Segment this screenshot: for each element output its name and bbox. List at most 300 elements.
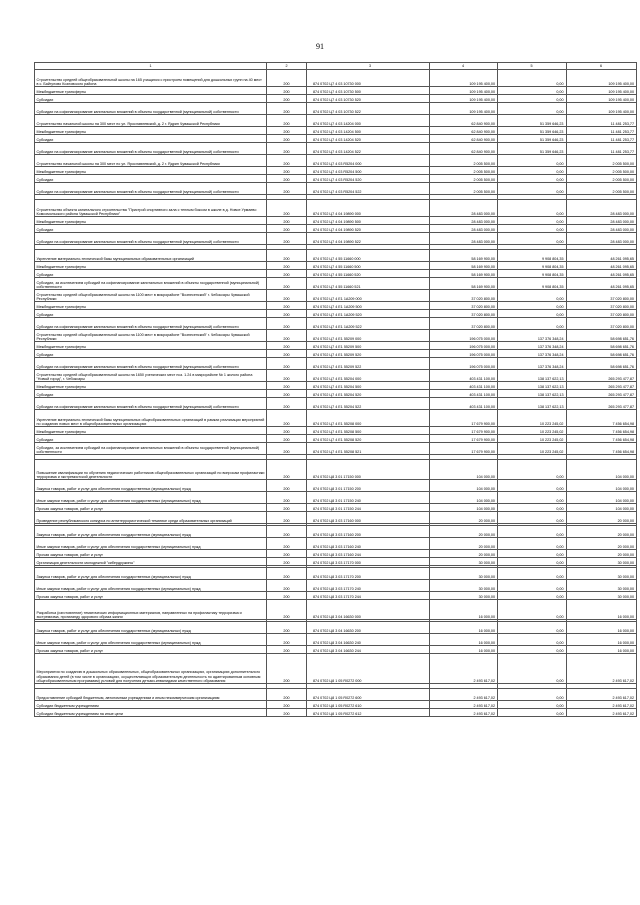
- row-amount-planned: 2 005 500,00: [429, 183, 498, 195]
- row-name: Прочая закупка товаров, работ и услуг: [35, 504, 267, 512]
- row-amount-planned: 20 000,00: [429, 512, 498, 524]
- row-admin-code: 200: [267, 558, 307, 566]
- row-budget-code: 874 0702 Ц7 4 03 14204 522: [307, 143, 430, 155]
- row-budget-code: 874 0702 Ц7 4 E1 55209 520: [307, 350, 430, 358]
- row-budget-code: 874 0702 Ц7 4 E1 55208 500: [307, 427, 430, 435]
- row-amount-executed: 138 137 622,13: [498, 382, 567, 390]
- table-row: [35, 370, 637, 382]
- row-amount-executed: 0,00: [498, 709, 567, 717]
- row-amount-remaining: 265 293 477,87: [566, 390, 637, 398]
- table-row: [35, 127, 637, 135]
- row-budget-code: 874 0702 Ц8 1 05 R0272 612: [307, 709, 430, 717]
- table-row: [35, 175, 637, 183]
- table-row: [35, 217, 637, 225]
- row-budget-code: 874 0702 Ц8 3 04 16630 240: [307, 634, 430, 646]
- row-amount-planned: 104 000,00: [429, 504, 498, 512]
- table-row: [35, 646, 637, 654]
- row-admin-code: 200: [267, 155, 307, 167]
- row-admin-code: 200: [267, 622, 307, 634]
- row-name: Закупка товаров, работ и услуг для обеспечения государственных (муниципальных) нужд: [35, 480, 267, 492]
- row-admin-code: 200: [267, 350, 307, 358]
- row-amount-executed: 0,00: [498, 155, 567, 167]
- row-amount-remaining: 37 020 800,00: [566, 318, 637, 330]
- row-admin-code: 200: [267, 600, 307, 620]
- row-amount-planned: 16 000,00: [429, 622, 498, 634]
- table-row: [35, 143, 637, 155]
- row-amount-planned: 196 075 000,00: [429, 342, 498, 350]
- table-row: [35, 262, 637, 270]
- row-name: Субсидии на софинансирование капитальных вложений в объекты государственной (муниципальной) собственности: [35, 143, 267, 155]
- row-name: Строительство средней общеобразовательной школы на 1100 мест в микрорайоне "Вознесенский" г. Чебоксары Чувашской Республики: [35, 330, 267, 342]
- row-name: Строительство начальной школы на 300 мест по ул. Ярославлевский, д. 2 г. Ядрин Чувашской Республики: [35, 115, 267, 127]
- row-amount-planned: 20 000,00: [429, 526, 498, 538]
- table-row: [35, 480, 637, 492]
- row-amount-planned: 109 195 400,00: [429, 87, 498, 95]
- table-row: [35, 250, 637, 262]
- row-budget-code: 874 0702 Ц8 3 03 17170 244: [307, 592, 430, 600]
- row-budget-code: 874 0702 Ц7 4 04 19890 520: [307, 225, 430, 233]
- row-admin-code: 200: [267, 70, 307, 87]
- row-admin-code: 200: [267, 183, 307, 195]
- row-amount-remaining: 28 483 000,00: [566, 200, 637, 217]
- row-name: Строительство средней общеобразовательной школы на 1100 мест в микрорайоне "Вознесенский" г. Чебоксары Чувашской Республики: [35, 290, 267, 302]
- table-row: [35, 504, 637, 512]
- row-amount-planned: 2 493 617,02: [429, 709, 498, 717]
- row-name: Иные закупки товаров, работ и услуг для обеспечения государственных (муниципальных) нужд: [35, 580, 267, 592]
- row-admin-code: 200: [267, 95, 307, 103]
- table-row: [35, 654, 637, 684]
- row-budget-code: 874 0702 Ц7 4 E1 1A209 520: [307, 310, 430, 318]
- row-budget-code: 874 0702 Ц7 4 03 14204 520: [307, 135, 430, 143]
- row-budget-code: 874 0702 Ц7 4 04 19890 000: [307, 200, 430, 217]
- row-admin-code: 200: [267, 342, 307, 350]
- row-admin-code: 200: [267, 200, 307, 217]
- table-row: [35, 342, 637, 350]
- row-amount-remaining: 104 000,00: [566, 504, 637, 512]
- row-amount-executed: 0,00: [498, 460, 567, 480]
- row-amount-executed: 0,00: [498, 175, 567, 183]
- row-amount-planned: 403 431 100,00: [429, 382, 498, 390]
- row-admin-code: 200: [267, 634, 307, 646]
- row-budget-code: 874 0702 Ц8 3 01 17150 200: [307, 480, 430, 492]
- row-amount-executed: 51 359 646,23: [498, 115, 567, 127]
- row-name: Межбюджетные трансферты: [35, 127, 267, 135]
- row-amount-planned: 403 431 100,00: [429, 390, 498, 398]
- row-admin-code: 200: [267, 709, 307, 717]
- row-name: Межбюджетные трансферты: [35, 87, 267, 95]
- row-name: Межбюджетные трансферты: [35, 262, 267, 270]
- row-name: Субсидии на софинансирование капитальных вложений в объекты государственной (муниципальной) собственности: [35, 398, 267, 410]
- row-name: Закупка товаров, работ и услуг для обеспечения государственных (муниципальных) нужд: [35, 622, 267, 634]
- row-amount-remaining: 2 005 500,00: [566, 167, 637, 175]
- table-row: [35, 512, 637, 524]
- table-row: [35, 95, 637, 103]
- row-amount-executed: 0,00: [498, 217, 567, 225]
- row-amount-planned: 58 169 900,00: [429, 250, 498, 262]
- row-admin-code: 200: [267, 87, 307, 95]
- row-budget-code: 874 0702 Ц7 4 E1 55209 000: [307, 330, 430, 342]
- row-budget-code: 874 0702 Ц7 4 E1 55209 522: [307, 358, 430, 370]
- row-amount-planned: 109 195 400,00: [429, 70, 498, 87]
- row-amount-planned: 37 020 800,00: [429, 318, 498, 330]
- row-amount-remaining: 30 000,00: [566, 580, 637, 592]
- row-amount-remaining: 28 483 000,00: [566, 225, 637, 233]
- row-amount-executed: 9 908 804,35: [498, 270, 567, 278]
- row-amount-planned: 104 000,00: [429, 480, 498, 492]
- row-amount-executed: 0,00: [498, 103, 567, 115]
- row-name: Межбюджетные трансферты: [35, 217, 267, 225]
- row-admin-code: 200: [267, 504, 307, 512]
- row-amount-executed: 0,00: [498, 504, 567, 512]
- row-amount-planned: 109 195 400,00: [429, 103, 498, 115]
- row-budget-code: 874 0702 Ц7 4 55 11660 520: [307, 270, 430, 278]
- row-amount-executed: 0,00: [498, 318, 567, 330]
- row-name: Субсидии: [35, 225, 267, 233]
- table-row: [35, 200, 637, 217]
- row-name: Межбюджетные трансферты: [35, 382, 267, 390]
- table-row: [35, 270, 637, 278]
- row-amount-planned: 2 493 617,02: [429, 701, 498, 709]
- table-row: [35, 410, 637, 427]
- row-amount-remaining: 2 493 617,02: [566, 701, 637, 709]
- row-budget-code: 874 0702 Ц7 4 03 R5204 522: [307, 183, 430, 195]
- row-amount-remaining: 2 005 500,00: [566, 175, 637, 183]
- row-amount-executed: 137 376 348,24: [498, 330, 567, 342]
- row-amount-remaining: 2 493 617,02: [566, 689, 637, 701]
- row-amount-planned: 30 000,00: [429, 558, 498, 566]
- table-row: [35, 390, 637, 398]
- row-name: Иные закупки товаров, работ и услуг для обеспечения государственных (муниципальных) нужд: [35, 634, 267, 646]
- row-amount-remaining: 30 000,00: [566, 592, 637, 600]
- row-name: Субсидии, за исключением субсидий на софинансирование капитальных вложений в объекты государственной (муниципальной) собственности: [35, 443, 267, 455]
- row-name: Субсидии: [35, 135, 267, 143]
- row-admin-code: 200: [267, 492, 307, 504]
- row-amount-planned: 403 431 100,00: [429, 370, 498, 382]
- row-amount-remaining: 48 261 095,65: [566, 250, 637, 262]
- row-amount-planned: 62 840 900,00: [429, 135, 498, 143]
- row-budget-code: 874 0702 Ц7 4 55 11660 521: [307, 278, 430, 290]
- row-amount-planned: 16 000,00: [429, 634, 498, 646]
- row-budget-code: 874 0702 Ц8 3 03 17170 240: [307, 580, 430, 592]
- row-admin-code: 200: [267, 398, 307, 410]
- row-budget-code: 874 0702 Ц7 4 E1 55208 521: [307, 443, 430, 455]
- row-amount-planned: 62 840 900,00: [429, 115, 498, 127]
- row-amount-planned: 37 020 800,00: [429, 290, 498, 302]
- row-admin-code: 200: [267, 592, 307, 600]
- row-amount-remaining: 109 195 400,00: [566, 87, 637, 95]
- row-name: Прочая закупка товаров, работ и услуг: [35, 592, 267, 600]
- row-admin-code: 200: [267, 460, 307, 480]
- row-amount-executed: 51 359 646,23: [498, 135, 567, 143]
- row-amount-remaining: 37 020 800,00: [566, 310, 637, 318]
- row-amount-executed: 0,00: [498, 302, 567, 310]
- row-budget-code: 874 0702 Ц7 4 E1 1A209 000: [307, 290, 430, 302]
- row-budget-code: 874 0702 Ц7 4 03 14204 500: [307, 127, 430, 135]
- row-name: Субсидии на софинансирование капитальных вложений в объекты государственной (муниципальной) собственности: [35, 358, 267, 370]
- row-amount-executed: 0,00: [498, 538, 567, 550]
- table-row: [35, 135, 637, 143]
- row-admin-code: 200: [267, 310, 307, 318]
- row-budget-code: 874 0702 Ц8 3 01 17150 244: [307, 504, 430, 512]
- row-amount-remaining: 20 000,00: [566, 526, 637, 538]
- row-amount-planned: 16 000,00: [429, 646, 498, 654]
- table-row: [35, 167, 637, 175]
- row-amount-planned: 62 840 900,00: [429, 127, 498, 135]
- row-admin-code: 200: [267, 167, 307, 175]
- row-amount-executed: 0,00: [498, 167, 567, 175]
- row-amount-executed: 0,00: [498, 646, 567, 654]
- row-amount-executed: 0,00: [498, 568, 567, 580]
- row-amount-planned: 2 005 500,00: [429, 175, 498, 183]
- row-admin-code: 200: [267, 135, 307, 143]
- row-budget-code: 874 0702 Ц7 4 E1 1A209 500: [307, 302, 430, 310]
- table-row: [35, 330, 637, 342]
- row-amount-executed: 0,00: [498, 87, 567, 95]
- row-amount-executed: 0,00: [498, 580, 567, 592]
- row-amount-remaining: 109 195 400,00: [566, 70, 637, 87]
- row-name: Иные закупки товаров, работ и услуг для обеспечения государственных (муниципальных) нужд: [35, 538, 267, 550]
- row-amount-planned: 403 431 100,00: [429, 398, 498, 410]
- table-row: [35, 622, 637, 634]
- row-admin-code: 200: [267, 330, 307, 342]
- row-amount-remaining: 20 000,00: [566, 512, 637, 524]
- row-budget-code: 874 0702 Ц7 4 04 19890 500: [307, 217, 430, 225]
- row-name: Субсидии: [35, 350, 267, 358]
- row-amount-planned: 2 493 617,02: [429, 689, 498, 701]
- row-amount-remaining: 16 000,00: [566, 600, 637, 620]
- row-budget-code: 874 0702 Ц7 4 04 19890 522: [307, 233, 430, 245]
- table-row: [35, 492, 637, 504]
- row-amount-remaining: 265 293 477,87: [566, 382, 637, 390]
- row-admin-code: 200: [267, 270, 307, 278]
- row-admin-code: 200: [267, 689, 307, 701]
- row-admin-code: 200: [267, 410, 307, 427]
- row-amount-executed: 10 223 245,02: [498, 443, 567, 455]
- row-amount-executed: 0,00: [498, 290, 567, 302]
- row-budget-code: 874 0702 Ц7 4 E1 55204 500: [307, 382, 430, 390]
- row-amount-remaining: 16 000,00: [566, 646, 637, 654]
- row-admin-code: 200: [267, 318, 307, 330]
- row-amount-remaining: 58 698 651,76: [566, 358, 637, 370]
- row-name: Строительство объекта капитального строительства "Пристрой спортивного зала с теплым боксом в школе в д. Новое Урмаево Комсомольского района Чувашской Республики": [35, 200, 267, 217]
- row-budget-code: 874 0702 Ц8 3 01 17150 000: [307, 460, 430, 480]
- row-amount-planned: 2 493 617,02: [429, 654, 498, 684]
- column-header: 3: [307, 63, 430, 70]
- row-amount-remaining: 11 481 253,77: [566, 115, 637, 127]
- row-budget-code: 874 0702 Ц7 4 E1 1A209 522: [307, 318, 430, 330]
- row-admin-code: 200: [267, 538, 307, 550]
- page-number: 91: [316, 42, 324, 51]
- row-name: Укрепление материально-технической базы муниципальных общеобразовательных организаций в рамках реализации мероприятий по созданию новых мест в общеобразовательных организациях: [35, 410, 267, 427]
- row-admin-code: 200: [267, 370, 307, 382]
- row-amount-planned: 58 169 900,00: [429, 270, 498, 278]
- row-amount-planned: 196 075 000,00: [429, 350, 498, 358]
- row-admin-code: 200: [267, 427, 307, 435]
- row-name: Закупка товаров, работ и услуг для обеспечения государственных (муниципальных) нужд: [35, 568, 267, 580]
- row-amount-remaining: 2 493 617,02: [566, 654, 637, 684]
- table-row: [35, 558, 637, 566]
- row-admin-code: 200: [267, 390, 307, 398]
- row-amount-executed: 0,00: [498, 233, 567, 245]
- row-amount-executed: 0,00: [498, 183, 567, 195]
- row-amount-executed: 0,00: [498, 512, 567, 524]
- row-budget-code: 874 0702 Ц8 3 01 17150 240: [307, 492, 430, 504]
- row-amount-remaining: 11 481 253,77: [566, 127, 637, 135]
- row-amount-executed: 138 137 622,13: [498, 398, 567, 410]
- row-name: Организация деятельности молодежной "кибердружины": [35, 558, 267, 566]
- column-header: 4: [429, 63, 498, 70]
- row-amount-executed: 10 223 245,02: [498, 427, 567, 435]
- row-admin-code: 200: [267, 646, 307, 654]
- table-row: [35, 103, 637, 115]
- row-amount-executed: 0,00: [498, 526, 567, 538]
- row-budget-code: 874 0702 Ц8 3 04 16630 244: [307, 646, 430, 654]
- row-budget-code: 874 0702 Ц8 3 03 17170 000: [307, 558, 430, 566]
- table-row: [35, 87, 637, 95]
- row-admin-code: 200: [267, 480, 307, 492]
- row-name: Субсидии на софинансирование капитальных вложений в объекты государственной (муниципальной) собственности: [35, 103, 267, 115]
- row-amount-remaining: 58 698 651,76: [566, 330, 637, 342]
- table-header-row: [35, 63, 637, 70]
- row-admin-code: 200: [267, 250, 307, 262]
- row-admin-code: 200: [267, 435, 307, 443]
- row-amount-planned: 109 195 400,00: [429, 95, 498, 103]
- row-budget-code: 874 0702 Ц7 4 03 10730 520: [307, 95, 430, 103]
- row-amount-executed: 138 137 622,13: [498, 370, 567, 382]
- row-amount-planned: 30 000,00: [429, 568, 498, 580]
- row-name: Межбюджетные трансферты: [35, 302, 267, 310]
- table-row: [35, 709, 637, 717]
- row-admin-code: 200: [267, 512, 307, 524]
- row-name: Разработка (изготовление) тематических информационных материалов, направленных на профилактику терроризма и экстремизма, пропаганду здорового образа жизни: [35, 600, 267, 620]
- row-budget-code: 874 0702 Ц7 4 E1 55209 500: [307, 342, 430, 350]
- row-amount-planned: 37 020 800,00: [429, 302, 498, 310]
- row-amount-executed: 0,00: [498, 310, 567, 318]
- table-row: [35, 382, 637, 390]
- row-amount-remaining: 104 000,00: [566, 460, 637, 480]
- row-amount-executed: 0,00: [498, 600, 567, 620]
- row-amount-planned: 37 020 800,00: [429, 310, 498, 318]
- row-budget-code: 874 0702 Ц8 3 03 17160 244: [307, 550, 430, 558]
- row-name: Межбюджетные трансферты: [35, 342, 267, 350]
- row-admin-code: 200: [267, 143, 307, 155]
- row-admin-code: 200: [267, 127, 307, 135]
- row-admin-code: 200: [267, 550, 307, 558]
- row-amount-planned: 196 075 000,00: [429, 358, 498, 370]
- row-name: Субсидии: [35, 310, 267, 318]
- row-budget-code: 874 0702 Ц8 1 05 R0272 000: [307, 654, 430, 684]
- row-name: Иные закупки товаров, работ и услуг для обеспечения государственных (муниципальных) нужд: [35, 492, 267, 504]
- row-amount-planned: 28 483 000,00: [429, 225, 498, 233]
- row-amount-planned: 17 679 900,00: [429, 410, 498, 427]
- table-row: [35, 550, 637, 558]
- table-row: [35, 350, 637, 358]
- row-budget-code: 874 0702 Ц7 4 03 R5204 000: [307, 155, 430, 167]
- table-row: [35, 427, 637, 435]
- row-amount-planned: 17 679 900,00: [429, 435, 498, 443]
- row-amount-executed: 0,00: [498, 225, 567, 233]
- row-amount-remaining: 16 000,00: [566, 622, 637, 634]
- row-budget-code: 874 0702 Ц8 3 03 17160 000: [307, 512, 430, 524]
- row-name: Субсидии, за исключением субсидий на софинансирование капитальных вложений в объекты государственной (муниципальной) собственности: [35, 278, 267, 290]
- row-name: Субсидии: [35, 435, 267, 443]
- row-budget-code: 874 0702 Ц7 4 03 10730 000: [307, 70, 430, 87]
- row-name: Субсидии бюджетным учреждениям на иные цели: [35, 709, 267, 717]
- row-admin-code: 200: [267, 103, 307, 115]
- row-budget-code: 874 0702 Ц8 3 03 17160 200: [307, 526, 430, 538]
- table-row: [35, 634, 637, 646]
- row-admin-code: 200: [267, 701, 307, 709]
- row-amount-executed: 0,00: [498, 634, 567, 646]
- row-amount-remaining: 28 483 000,00: [566, 233, 637, 245]
- row-amount-remaining: 7 456 654,98: [566, 427, 637, 435]
- row-amount-planned: 17 679 900,00: [429, 443, 498, 455]
- table-row: [35, 233, 637, 245]
- row-amount-executed: 0,00: [498, 654, 567, 684]
- table-row: [35, 225, 637, 233]
- row-admin-code: 200: [267, 580, 307, 592]
- row-admin-code: 200: [267, 302, 307, 310]
- row-amount-planned: 16 000,00: [429, 600, 498, 620]
- row-amount-executed: 0,00: [498, 95, 567, 103]
- row-amount-planned: 28 483 000,00: [429, 233, 498, 245]
- row-name: Субсидии: [35, 270, 267, 278]
- table-row: [35, 183, 637, 195]
- row-amount-planned: 2 005 500,00: [429, 167, 498, 175]
- table-row: [35, 302, 637, 310]
- table-row: [35, 600, 637, 620]
- row-amount-planned: 17 679 900,00: [429, 427, 498, 435]
- row-amount-remaining: 104 000,00: [566, 480, 637, 492]
- table-row: [35, 70, 637, 87]
- row-amount-executed: 9 908 804,35: [498, 278, 567, 290]
- row-amount-remaining: 2 005 500,00: [566, 183, 637, 195]
- table-row: [35, 701, 637, 709]
- row-budget-code: 874 0702 Ц7 4 55 11660 000: [307, 250, 430, 262]
- row-amount-remaining: 7 456 654,98: [566, 410, 637, 427]
- row-amount-executed: 0,00: [498, 492, 567, 504]
- row-amount-executed: 10 223 245,02: [498, 410, 567, 427]
- row-amount-planned: 28 483 000,00: [429, 217, 498, 225]
- row-amount-executed: 0,00: [498, 200, 567, 217]
- row-amount-remaining: 7 456 654,98: [566, 443, 637, 455]
- row-budget-code: 874 0702 Ц7 4 E1 55208 000: [307, 410, 430, 427]
- table-row: [35, 115, 637, 127]
- row-amount-remaining: 37 020 800,00: [566, 302, 637, 310]
- row-amount-remaining: 37 020 800,00: [566, 290, 637, 302]
- row-admin-code: 200: [267, 225, 307, 233]
- row-name: Субсидии на софинансирование капитальных вложений в объекты государственной (муниципальной) собственности: [35, 318, 267, 330]
- row-amount-remaining: 16 000,00: [566, 634, 637, 646]
- row-name: Субсидии: [35, 95, 267, 103]
- row-amount-remaining: 7 456 654,98: [566, 435, 637, 443]
- table-row: [35, 435, 637, 443]
- row-amount-planned: 20 000,00: [429, 538, 498, 550]
- row-amount-remaining: 11 481 253,77: [566, 143, 637, 155]
- row-name: Повышение квалификации по обучению педагогических работников общеобразовательных организаций по вопросам профилактики терроризма и экстремистской деятельности: [35, 460, 267, 480]
- row-amount-executed: 0,00: [498, 592, 567, 600]
- row-budget-code: 874 0702 Ц8 3 03 17170 200: [307, 568, 430, 580]
- row-amount-executed: 0,00: [498, 70, 567, 87]
- row-admin-code: 200: [267, 175, 307, 183]
- row-amount-planned: 104 000,00: [429, 460, 498, 480]
- row-budget-code: 874 0702 Ц7 4 E1 55204 000: [307, 370, 430, 382]
- row-amount-remaining: 58 698 651,76: [566, 342, 637, 350]
- row-name: Прочая закупка товаров, работ и услуг: [35, 550, 267, 558]
- row-amount-executed: 0,00: [498, 550, 567, 558]
- row-name: Субсидии бюджетным учреждениям: [35, 701, 267, 709]
- row-name: Проведение республиканского конкурса по антитеррористической тематике среди образовательных организаций: [35, 512, 267, 524]
